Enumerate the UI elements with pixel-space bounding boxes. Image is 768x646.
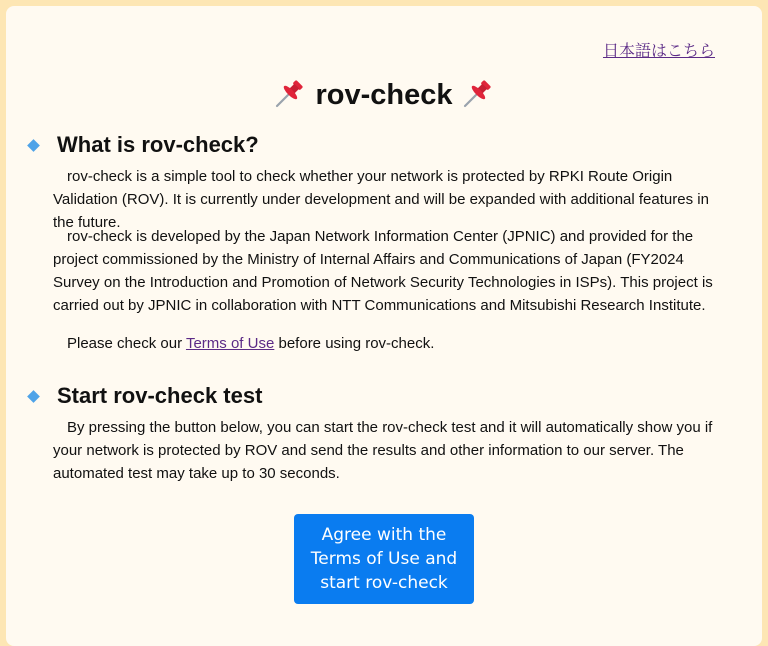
section-heading-start — [26, 383, 262, 409]
section-heading-text: Start rov-check test — [57, 383, 263, 408]
diamond-icon — [27, 390, 40, 403]
about-paragraph-2: rov-check is developed by the Japan Network Information Center (JPNIC) and provided for the project commissioned by the Ministry of Internal Affairs and Communications of Japan (FY2024 Survey on the Introduction and Promotion of Network Security Technologies in ISPs). This project is carried out by JPNIC in collaboration with NTT Communications and Mitsubishi Research Institute. — [53, 228, 713, 314]
page-title — [6, 78, 762, 112]
terms-suffix-text: before using rov-check. — [274, 335, 435, 352]
start-paragraph: By pressing the button below, you can start the rov-check test and it will automatically show you if your network is protected by ROV and send the results and other information to our server. The automated test may take up to 30 seconds. — [53, 419, 713, 482]
japanese-language-link[interactable]: 日本語はこちら — [602, 41, 715, 60]
main-card — [6, 6, 762, 646]
diamond-icon — [27, 139, 40, 152]
section-heading-about — [26, 132, 259, 158]
pushpin-icon — [461, 78, 495, 108]
section-heading-text: What is rov-check? — [57, 132, 259, 157]
about-paragraph-1: rov-check is a simple tool to check whether your network is protected by RPKI Route Origin Validation (ROV). It is currently under development and will be expanded with additional features in the future. — [53, 168, 709, 231]
about-paragraph-3 — [53, 332, 723, 355]
agree-and-start-button[interactable]: Agree with the Terms of Use and start rov-check — [294, 514, 474, 604]
pushpin-icon — [273, 78, 307, 108]
page-title-text: rov-check — [315, 79, 453, 111]
terms-of-use-link[interactable]: Terms of Use — [185, 335, 275, 352]
terms-prefix-text: Please check our — [67, 335, 186, 352]
